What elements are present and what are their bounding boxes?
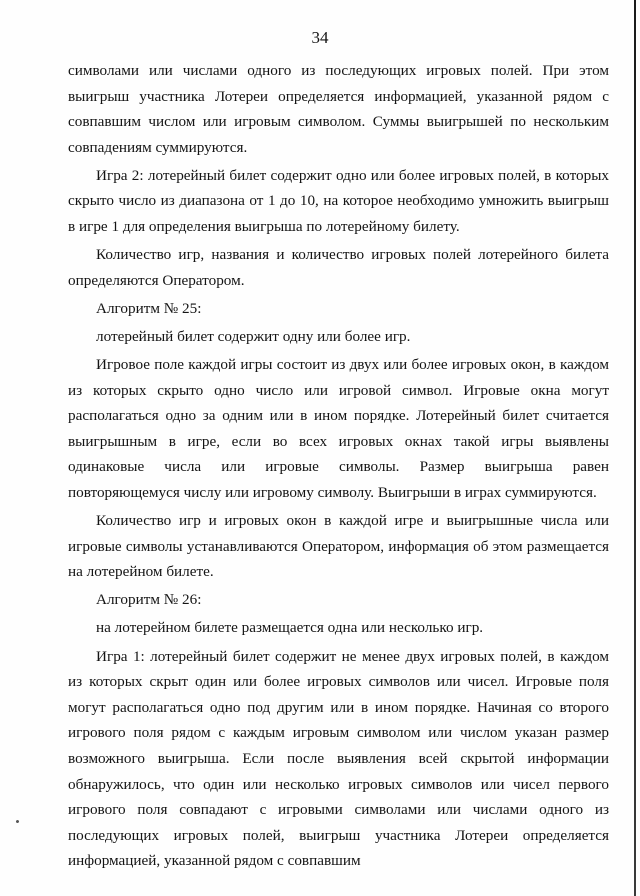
paragraph-operator-windows: Количество игр и игровых окон в каждой игре и выигрышные числа или игровые символы устанавливаются Оператором, информация об этом размещается на лотерейном билете.: [68, 512, 609, 581]
scan-speck: [16, 820, 20, 824]
paragraph-algorithm-25-intro: лотерейный билет содержит одну или более игр.: [96, 327, 411, 345]
scan-edge: [634, 0, 636, 896]
document-body: [68, 58, 609, 874]
paragraph-continuation: символами или числами одного из последующих игровых полей. При этом выигрыш участника Лотереи определяется информацией, указанной рядом с совпавшим числом или игровым символом. Суммы выигрышей по нескольким совпадениям суммируются.: [68, 62, 609, 156]
paragraph-game-1: Игра 1: лотерейный билет содержит не менее двух игровых полей, в каждом из которых скрыт один или более игровых символов или чисел. Игровые поля могут располагаться одно под другим или в ином порядке. Начиная со второго игрового поля рядом с каждым игровым символом или числом указан размер возможного выигрыша. Если после выявления всей скрытой информации обнаружилось, что один или несколько игровых символов или чисел первого игрового поля совпадают с игровыми символами или числами одного из последующих игровых полей, выигрыш участника Лотереи определяется информацией, указанной рядом с совпавшим: [68, 647, 609, 870]
heading-algorithm-26: Алгоритм № 26:: [96, 591, 202, 609]
paragraph-game-field-windows: Игровое поле каждой игры состоит из двух или более игровых окон, в каждом из которых скрыто одно число или игровой символ. Игровые окна могут располагаться одно за одним или в ином порядке. Лотерейный билет считается выигрышным в игре, если во всех игровых окнах такой игры выявлены одинаковые числа или игровые символы. Размер выигрыша равен повторяющемуся числу или игровому символу. Выигрыши в играх суммируются.: [68, 356, 609, 501]
paragraph-algorithm-26-intro: на лотерейном билете размещается одна или несколько игр.: [96, 619, 484, 637]
heading-algorithm-25: Алгоритм № 25:: [96, 299, 202, 317]
page-number: 34: [311, 28, 329, 47]
paragraph-operator-games: Количество игр, названия и количество игровых полей лотерейного билета определяются Оператором.: [68, 246, 609, 289]
paragraph-game-2: Игра 2: лотерейный билет содержит одно или более игровых полей, в которых скрыто число из диапазона от 1 до 10, на которое необходимо умножить выигрыш в игре 1 для определения выигрыша по лотерейному билету.: [68, 166, 609, 236]
